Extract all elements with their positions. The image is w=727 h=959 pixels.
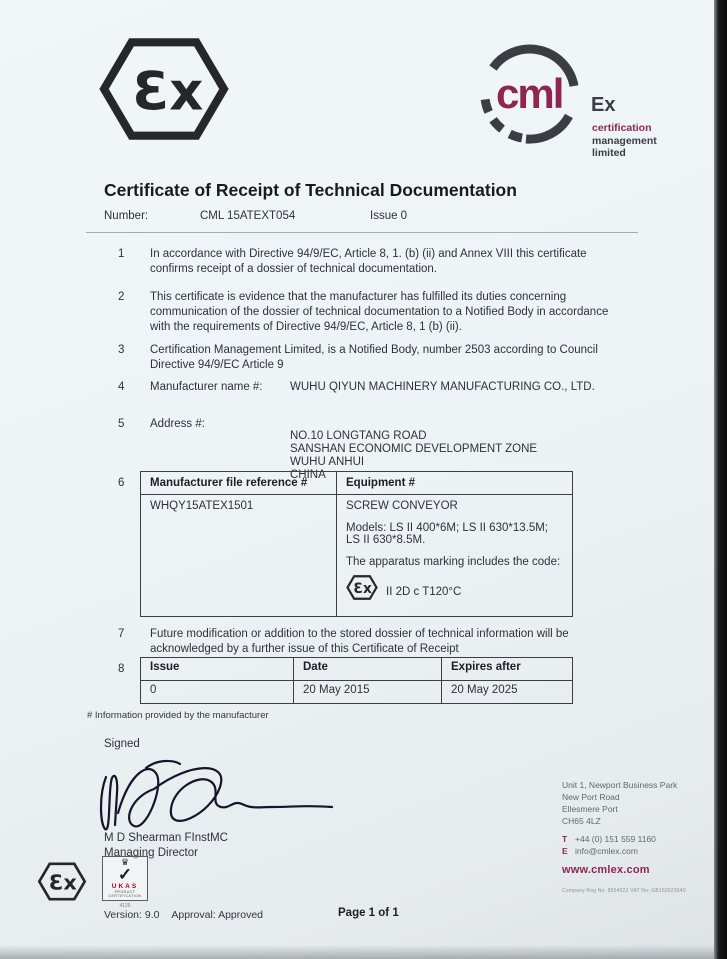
address-line-3: WUHU ANHUI bbox=[290, 456, 365, 468]
ukas-number: 4125 bbox=[119, 903, 131, 909]
file-reference-header: Manufacturer file reference # bbox=[141, 472, 337, 495]
ukas-badge bbox=[102, 856, 148, 909]
cml-subtitle-line1: certification bbox=[592, 122, 652, 134]
clause-1-text: In accordance with Directive 94/9/EC, Article 8, 1. (b) (ii) and Annex VIII this certificate confirms receipt of a dossier of technical documentation. bbox=[150, 248, 587, 275]
clause-7 bbox=[104, 627, 628, 657]
clause-4-number: 4 bbox=[118, 381, 125, 393]
scan-bottom-shadow bbox=[0, 945, 727, 959]
manufacturer-footnote: # Information provided by the manufacturer bbox=[87, 710, 269, 721]
issue-value: 0 bbox=[141, 681, 294, 704]
file-reference-table bbox=[140, 471, 573, 617]
contact-address-line-1: Unit 1, Newport Business Park bbox=[562, 780, 678, 790]
phone-row bbox=[562, 833, 714, 845]
clause-2 bbox=[104, 290, 628, 335]
table-row bbox=[141, 681, 573, 704]
ukas-product-line: PRODUCT bbox=[114, 890, 136, 894]
phone-number: +44 (0) 151 559 1160 bbox=[575, 834, 656, 844]
clause-2-number: 2 bbox=[118, 291, 125, 303]
clause-6-number: 6 bbox=[118, 477, 125, 489]
address-line-4: CHINA bbox=[290, 469, 326, 481]
contact-address-line-2: New Port Road bbox=[562, 792, 620, 802]
expires-header: Expires after bbox=[442, 658, 573, 681]
contact-address-line-3: Ellesmere Port bbox=[562, 804, 618, 814]
clause-3 bbox=[104, 343, 608, 373]
expires-value: 20 May 2025 bbox=[442, 681, 573, 704]
cml-ex-label: Ex bbox=[591, 94, 616, 116]
number-label: Number: bbox=[104, 210, 149, 222]
scan-edge bbox=[714, 0, 727, 959]
cml-logo bbox=[475, 36, 660, 158]
address-label: Address #: bbox=[150, 418, 205, 430]
contact-address-line-4: CH65 4LZ bbox=[562, 816, 601, 826]
svg-text:Ɛx: Ɛx bbox=[353, 580, 372, 597]
issue-header: Issue bbox=[141, 658, 294, 681]
certificate-title: Certificate of Receipt of Technical Documentation bbox=[104, 180, 517, 200]
page-number: Page 1 of 1 bbox=[338, 907, 399, 919]
clause-3-number: 3 bbox=[118, 344, 125, 356]
signatory-name: M D Shearman FInstMC bbox=[104, 832, 228, 844]
marking-row bbox=[346, 574, 563, 601]
email-label: E bbox=[562, 846, 568, 856]
clause-3-text: Certification Management Limited, is a Notified Body, number 2503 according to Council Directive 94/9/EC Article 9 bbox=[150, 344, 598, 371]
clause-1 bbox=[104, 247, 628, 277]
cml-subtitle bbox=[592, 122, 657, 160]
signature-image bbox=[94, 751, 344, 836]
clause-1-number: 1 bbox=[118, 248, 125, 260]
ukas-box bbox=[102, 856, 148, 901]
date-value: 20 May 2015 bbox=[294, 681, 442, 704]
atex-ex-hexagon-icon bbox=[98, 33, 230, 145]
equipment-cell bbox=[337, 495, 573, 617]
equipment-models: Models: LS II 400*6M; LS II 630*13.5M; LS II 630*8.5M. bbox=[346, 522, 549, 546]
certificate-number: CML 15ATEXT054 bbox=[200, 210, 296, 222]
atex-ex-hexagon-footer-icon bbox=[37, 860, 87, 903]
version-value: Version: 9.0 bbox=[104, 909, 160, 921]
signed-label: Signed bbox=[104, 738, 140, 750]
signatory-role: Managing Director bbox=[104, 847, 198, 859]
equipment-name: SCREW CONVEYOR bbox=[346, 500, 458, 512]
approval-value: Approval: Approved bbox=[171, 909, 264, 921]
cml-wordmark: cml bbox=[496, 70, 563, 117]
ukas-certification-line: CERTIFICATION bbox=[108, 894, 142, 898]
atex-ex-hexagon-small-icon bbox=[346, 574, 378, 601]
table-row bbox=[141, 495, 573, 617]
equipment-header: Equipment # bbox=[337, 472, 573, 495]
cml-subtitle-line2: management bbox=[592, 134, 657, 147]
address-line-2: SANSHAN ECONOMIC DEVELOPMENT ZONE bbox=[290, 443, 538, 455]
certificate-number-row bbox=[104, 210, 524, 226]
clause-8-number: 8 bbox=[118, 663, 125, 675]
ukas-name: UKAS bbox=[111, 883, 139, 890]
clause-7-number: 7 bbox=[118, 628, 125, 640]
manufacturer-name-value: WUHU QIYUN MACHINERY MANUFACTURING CO., LTD. bbox=[290, 381, 595, 393]
file-reference-value: WHQY15ATEX1501 bbox=[141, 495, 337, 617]
crown-icon: ♛ bbox=[120, 857, 130, 867]
email-address: info@cmlex.com bbox=[575, 846, 638, 856]
contact-block bbox=[562, 779, 714, 897]
date-header: Date bbox=[294, 658, 442, 681]
checkmark-icon: ✓ bbox=[117, 865, 133, 884]
cml-subtitle-line3: limited bbox=[592, 147, 626, 159]
atex-ex-glyph: Ɛx bbox=[132, 61, 204, 123]
phone-label: T bbox=[562, 834, 568, 844]
clause-5-number: 5 bbox=[118, 418, 125, 430]
marking-note: The apparatus marking includes the code: bbox=[346, 556, 561, 568]
svg-text:Ɛx: Ɛx bbox=[48, 870, 77, 895]
issue-number: Issue 0 bbox=[370, 210, 408, 222]
issue-history-table bbox=[140, 657, 573, 704]
version-line bbox=[104, 909, 263, 921]
manufacturer-name-label: Manufacturer name #: bbox=[150, 381, 263, 393]
clause-7-text: Future modification or addition to the stored dossier of technical information will be acknowledged by a further issue of this Certificate of Receipt bbox=[150, 628, 569, 655]
clause-4-manufacturer bbox=[104, 380, 620, 395]
website-url: www.cmlex.com bbox=[562, 864, 650, 876]
marking-code: II 2D c T120°C bbox=[386, 586, 462, 598]
company-registration: Company Reg No: 8554022 VAT No: GB163923640 bbox=[562, 888, 686, 894]
clause-2-text: This certificate is evidence that the manufacturer has fulfilled its duties concerning communication of the dossier of technical documentation to a Notified Body in accordance with the requirements of Directive 94/9/EC, Article 8, 1 (b) (ii). bbox=[150, 291, 609, 333]
address-line-1: NO.10 LONGTANG ROAD bbox=[290, 430, 427, 442]
header-divider bbox=[86, 232, 638, 233]
email-row bbox=[562, 845, 714, 857]
